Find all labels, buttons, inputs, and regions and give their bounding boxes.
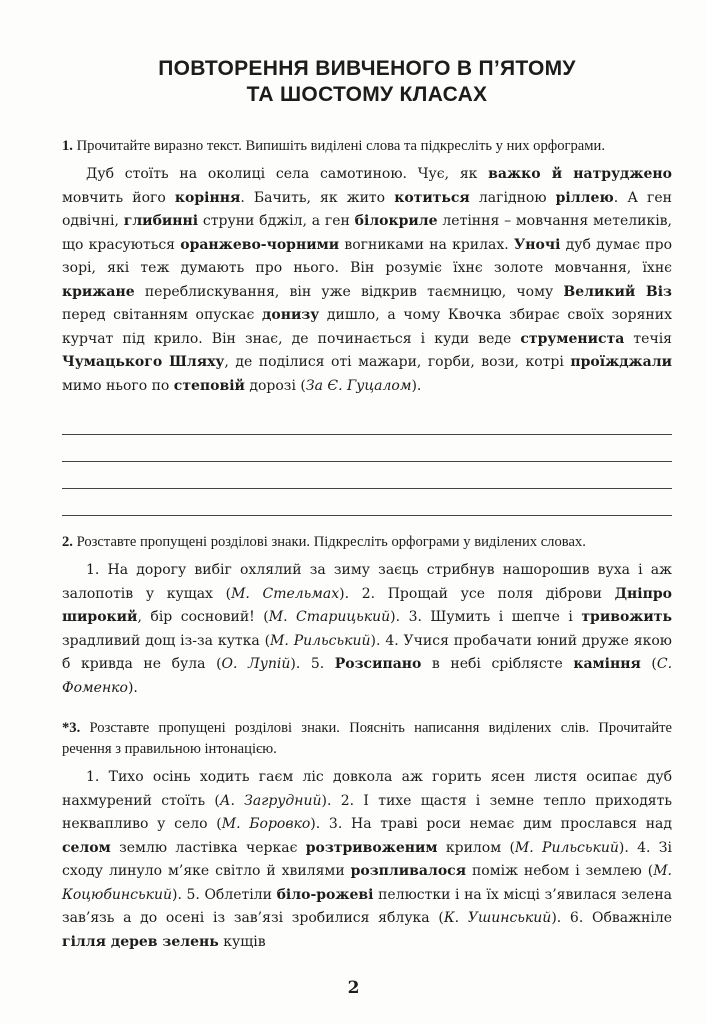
text-fragment: ). 2. І тихе щастя і земне тепло приходять неквапливо у село ( (62, 792, 673, 832)
task-3-text (62, 766, 672, 954)
task-2-instruction-text: Розставте пропущені розділові знаки. Підкресліть орфограми у виділених словах. (76, 534, 586, 550)
author-citation: О. Лупій (221, 656, 291, 672)
author-citation: М. Коцюбинський (62, 863, 672, 903)
highlighted-word: проїжджали (570, 354, 672, 370)
highlighted-word: донизу (262, 307, 320, 323)
text-fragment: . А ген одвічні, (62, 189, 672, 229)
task-3 (62, 718, 672, 954)
highlighted-word: важко й натруджено (488, 166, 672, 182)
highlighted-word: котиться (394, 189, 470, 206)
author-citation: М. Рильський (514, 839, 619, 856)
highlighted-word: Розсипано (334, 656, 422, 672)
highlighted-word: глибинні (123, 213, 199, 229)
highlighted-word: розпливалося (350, 863, 467, 879)
page-number: 2 (347, 978, 360, 998)
text-fragment: ). 5. (290, 656, 335, 672)
task-1-number: 1. (62, 138, 73, 154)
text-fragment: . Бачить, як жито (240, 189, 395, 206)
text-fragment: переблискування, він уже відкрив таємницю, чому (134, 283, 564, 300)
text-fragment: лагідною (469, 189, 556, 206)
text-fragment: 1. Тихо осінь ходить гаєм ліс довкола аж горить ясен листя осипає дуб нахмурений стоїть ( (62, 769, 672, 809)
text-fragment: струни бджіл, а ген (198, 213, 355, 229)
task-1-instruction-text: Прочитайте виразно текст. Випишіть виділені слова та підкресліть у них орфограми. (76, 138, 605, 154)
task-1 (62, 136, 672, 516)
highlighted-word: Дніпро широкий (62, 585, 672, 625)
author-citation: С. Фоменко (62, 656, 673, 696)
text-fragment: летіння – мовчання метеликів, що красуються (62, 213, 673, 253)
highlighted-word: ріллею (555, 189, 614, 206)
answer-line[interactable] (62, 435, 672, 462)
text-fragment: пелюстки і на їх місці з’явилася зелена зав’язь а до осені із зав’язі зробилися яблука ( (62, 886, 673, 926)
text-fragment: 1. На дорогу вибіг охлялий за зиму заєць стрибнув нашорошив вуха і аж залопотів у кущах ( (62, 562, 672, 602)
highlighted-word: білокриле (354, 213, 438, 229)
text-fragment: кущів (218, 933, 266, 950)
page-title (62, 56, 672, 108)
task-1-instruction (62, 136, 672, 157)
highlighted-word: коріння (174, 189, 241, 206)
task-3-instruction-text: Розставте пропущені розділові знаки. Поясніть написання виділених слів. Прочитайте речення з правильною інтонацією. (62, 720, 672, 757)
text-fragment: ). (127, 679, 138, 696)
text-fragment: землю ластівка черкає (110, 839, 306, 856)
text-fragment: поміж небом і землею ( (466, 863, 654, 879)
task-2 (62, 532, 672, 700)
text-fragment: ). 5. Облетіли (172, 886, 277, 903)
highlighted-word: Великий Віз (563, 283, 672, 300)
text-fragment: дуб думає про зорі, які теж думають про нього. Він розуміє їхнє золоте мовчання, їхнє (62, 236, 673, 276)
answer-line[interactable] (62, 408, 672, 435)
answer-lines (62, 408, 672, 516)
text-fragment: крилом ( (437, 839, 515, 856)
text-fragment: ). (411, 377, 422, 394)
text-fragment: ). 3. На траві роси немає дим прослався над (310, 816, 672, 832)
text-fragment: вогниками на крилах. (339, 236, 514, 253)
text-fragment: , бір сосновий! ( (137, 609, 269, 625)
author-citation: М. Боровко (221, 816, 311, 832)
text-fragment: мовчить його (62, 189, 175, 206)
text-fragment: течія (624, 330, 673, 347)
answer-line[interactable] (62, 489, 672, 516)
title-line-2: ТА ШОСТОМУ КЛАСАХ (246, 83, 488, 106)
highlighted-word: струмениста (520, 330, 625, 347)
text-fragment: ). 2. Прощай усе поля діброви (339, 585, 615, 602)
task-2-number: 2. (62, 534, 73, 550)
highlighted-word: каміння (573, 656, 641, 672)
highlighted-word: оранжево-чорними (180, 236, 340, 253)
text-fragment: , де поділися оті мажари, горби, вози, котрі (224, 354, 571, 370)
highlighted-word: Уночі (513, 236, 561, 253)
text-fragment: ). 3. Шумить і шепче і (390, 609, 582, 625)
text-fragment: ( (640, 656, 657, 672)
highlighted-word: біло-рожеві (276, 886, 374, 903)
text-fragment: зрадливий дощ із-за кутка ( (62, 632, 271, 649)
text-fragment: мимо нього по (62, 377, 174, 394)
highlighted-word: степовій (173, 377, 245, 394)
highlighted-word: крижане (62, 283, 135, 300)
answer-line[interactable] (62, 462, 672, 489)
author-citation: М. Стельмах (231, 585, 340, 602)
text-fragment: в небі сріблясте (421, 656, 574, 672)
task-1-text (62, 163, 672, 398)
text-fragment: Дуб стоїть на околиці села самотиною. Чує, як (86, 166, 489, 182)
text-fragment: перед світанням опускає (62, 307, 263, 323)
highlighted-word: тривожить (581, 609, 672, 625)
text-fragment: ). 4. Учися пробачати юний друже якою б кривда не була ( (62, 632, 672, 672)
title-line-1: ПОВТОРЕННЯ ВИВЧЕНОГО В П’ЯТОМУ (158, 57, 576, 80)
author-citation: М. Рильський (270, 632, 371, 649)
text-fragment: ). 6. Обважніле (551, 910, 672, 926)
text-fragment: дорозі ( (244, 377, 306, 394)
author-citation: М. Старицький (268, 609, 391, 625)
task-2-instruction (62, 532, 672, 553)
highlighted-word: Чумацького Шляху (62, 354, 225, 370)
author-citation: А. Загрудний (219, 792, 322, 809)
highlighted-word: селом (62, 839, 111, 856)
highlighted-word: розтривоженим (305, 839, 438, 856)
page-content (62, 56, 672, 954)
task-3-instruction (62, 718, 672, 760)
author-citation: За Є. Гуцалом (305, 377, 412, 394)
task-2-text (62, 559, 672, 700)
text-fragment: дишло, а чому Квочка збирає своїх зоряних курчат під крило. Він знає, де починається і куди веде (62, 307, 672, 347)
author-citation: К. Ушинський (443, 910, 552, 926)
text-fragment: ). 4. Зі сходу линуло м’яке світло й хвилями (62, 839, 672, 879)
highlighted-word: гілля дерев зелень (62, 933, 219, 950)
task-3-number: *3. (62, 720, 81, 736)
